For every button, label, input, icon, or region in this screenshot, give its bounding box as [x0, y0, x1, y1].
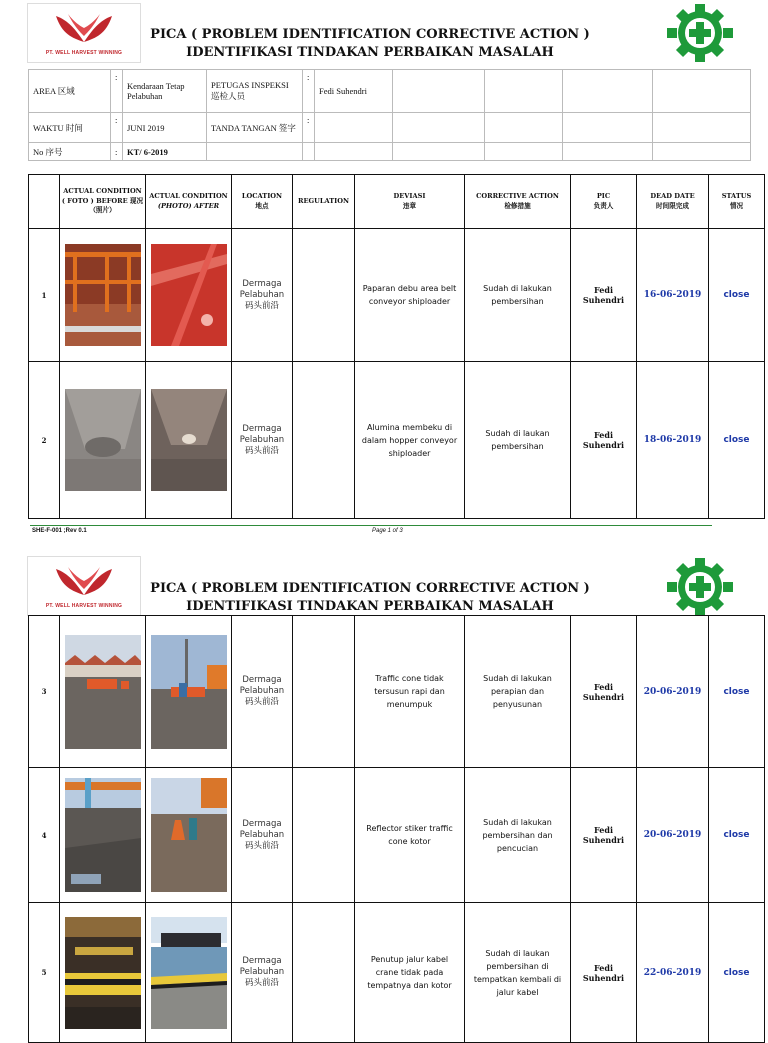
table-row — [29, 616, 765, 768]
title-line-1: PICA ( PROBLEM IDENTIFICATION CORRECTIVE ACTION ) — [150, 27, 590, 42]
safety-gear-icon — [666, 4, 734, 62]
footer-page: Page 1 of 3 — [372, 528, 403, 534]
deadline-cell: 18-06-2019 — [637, 362, 709, 519]
photo-after-image — [151, 778, 227, 892]
photo-after-image — [151, 244, 227, 346]
petugas-label: PETUGAS INSPEKSI 巡检人员 — [207, 70, 303, 113]
col-location: LOCATION 地点 — [232, 175, 293, 229]
logo-emblem-icon — [28, 4, 140, 48]
col-status: STATUS 情况 — [709, 175, 765, 229]
photo-after-image — [151, 389, 227, 491]
regulation-cell — [293, 229, 355, 362]
row-number: 3 — [29, 616, 60, 768]
photo-before-image — [65, 917, 141, 1029]
pic-cell: Fedi Suhendri — [571, 616, 637, 768]
table-row — [29, 768, 765, 903]
photo-after — [146, 616, 232, 768]
table-row — [29, 229, 765, 362]
row-number: 2 — [29, 362, 60, 519]
area-label: AREA 区域 — [29, 70, 111, 113]
corrective-cell: Sudah di laukan pembersihan di tempatkan kembali di jalur kabel — [465, 903, 571, 1043]
photo-after-image — [151, 635, 227, 749]
colon: : — [111, 143, 123, 161]
photo-before-image — [65, 389, 141, 491]
col-pic: PIC 负责人 — [571, 175, 637, 229]
deviasi-cell: Paparan debu area belt conveyor shiploader — [355, 229, 465, 362]
photo-after-image — [151, 917, 227, 1029]
row-number: 5 — [29, 903, 60, 1043]
photo-before-image — [65, 778, 141, 892]
col-deadline: DEAD DATE 时间限完成 — [637, 175, 709, 229]
regulation-cell — [293, 362, 355, 519]
photo-before-image — [65, 635, 141, 749]
page-title-1 — [140, 26, 600, 62]
regulation-cell — [293, 768, 355, 903]
table-header-row — [29, 175, 765, 229]
photo-before — [60, 362, 146, 519]
deadline-cell: 16-06-2019 — [637, 229, 709, 362]
waktu-value: JUNI 2019 — [123, 113, 207, 143]
colon: : — [111, 70, 123, 113]
photo-before — [60, 768, 146, 903]
title-line-2: IDENTIFIKASI TINDAKAN PERBAIKAN MASALAH — [186, 45, 554, 60]
waktu-label: WAKTU 时间 — [29, 113, 111, 143]
col-after: ACTUAL CONDITION (PHOTO) AFTER — [146, 175, 232, 229]
location-cell: Dermaga Pelabuhan 码头前沿 — [232, 616, 293, 768]
inspection-header — [28, 69, 751, 161]
colon: : — [111, 113, 123, 143]
deviasi-cell: Reflector stiker traffic cone kotor — [355, 768, 465, 903]
company-logo — [27, 556, 141, 616]
colon: : — [303, 70, 315, 113]
pic-cell: Fedi Suhendri — [571, 362, 637, 519]
location-cell: Dermaga Pelabuhan 码头前沿 — [232, 768, 293, 903]
company-logo — [27, 3, 141, 63]
pica-table-page-1 — [28, 174, 765, 519]
photo-after — [146, 903, 232, 1043]
corrective-cell: Sudah di lakukan pembersihan — [465, 229, 571, 362]
title-line-1: PICA ( PROBLEM IDENTIFICATION CORRECTIVE ACTION ) — [150, 581, 590, 596]
pic-cell: Fedi Suhendri — [571, 768, 637, 903]
col-no — [29, 175, 60, 229]
row-number: 1 — [29, 229, 60, 362]
deviasi-cell: Alumina membeku di dalam hopper conveyor shiploader — [355, 362, 465, 519]
regulation-cell — [293, 616, 355, 768]
col-corrective: CORRECTIVE ACTION 检修措施 — [465, 175, 571, 229]
company-name: PT. WELL HARVEST WINNING — [45, 603, 123, 609]
status-cell: close — [709, 768, 765, 903]
status-cell: close — [709, 229, 765, 362]
company-name: PT. WELL HARVEST WINNING — [45, 50, 123, 56]
deadline-cell: 20-06-2019 — [637, 768, 709, 903]
footer-rule — [30, 525, 712, 526]
ttd-label: TANDA TANGAN 签字 — [207, 113, 303, 143]
photo-before-image — [65, 244, 141, 346]
no-value: KT/ 6-2019 — [123, 143, 207, 161]
col-regulation: REGULATION — [293, 175, 355, 229]
safety-gear-icon — [666, 558, 734, 616]
row-number: 4 — [29, 768, 60, 903]
photo-before — [60, 903, 146, 1043]
deviasi-cell: Penutup jalur kabel crane tidak pada tempatnya dan kotor — [355, 903, 465, 1043]
table-row — [29, 362, 765, 519]
petugas-value: Fedi Suhendri — [315, 70, 393, 113]
status-cell: close — [709, 616, 765, 768]
status-cell: close — [709, 362, 765, 519]
footer-code: SHE-F-001 ;Rev 0.1 — [32, 528, 87, 534]
logo-emblem-icon — [28, 557, 140, 601]
photo-before — [60, 616, 146, 768]
pica-table-page-2 — [28, 615, 765, 1043]
location-cell: Dermaga Pelabuhan 码头前沿 — [232, 362, 293, 519]
no-label: No 序号 — [29, 143, 111, 161]
photo-before — [60, 229, 146, 362]
photo-after — [146, 362, 232, 519]
deviasi-cell: Traffic cone tidak tersusun rapi dan menumpuk — [355, 616, 465, 768]
col-before: ACTUAL CONDITION ( FOTO ) BEFORE 现况 （照片） — [60, 175, 146, 229]
title-line-2: IDENTIFIKASI TINDAKAN PERBAIKAN MASALAH — [186, 599, 554, 614]
deadline-cell: 22-06-2019 — [637, 903, 709, 1043]
deadline-cell: 20-06-2019 — [637, 616, 709, 768]
photo-after — [146, 229, 232, 362]
colon: : — [303, 113, 315, 143]
regulation-cell — [293, 903, 355, 1043]
area-value: Kendaraan Tetap Pelabuhan — [123, 70, 207, 113]
col-deviasi: DEVIASI 违章 — [355, 175, 465, 229]
page-title-2 — [140, 580, 600, 616]
status-cell: close — [709, 903, 765, 1043]
location-cell: Dermaga Pelabuhan 码头前沿 — [232, 229, 293, 362]
table-row — [29, 903, 765, 1043]
corrective-cell: Sudah di lakukan perapian dan penyusunan — [465, 616, 571, 768]
corrective-cell: Sudah di lakukan pembersihan dan pencucian — [465, 768, 571, 903]
photo-after — [146, 768, 232, 903]
pic-cell: Fedi Suhendri — [571, 229, 637, 362]
pic-cell: Fedi Suhendri — [571, 903, 637, 1043]
corrective-cell: Sudah di laukan pembersihan — [465, 362, 571, 519]
location-cell: Dermaga Pelabuhan 码头前沿 — [232, 903, 293, 1043]
